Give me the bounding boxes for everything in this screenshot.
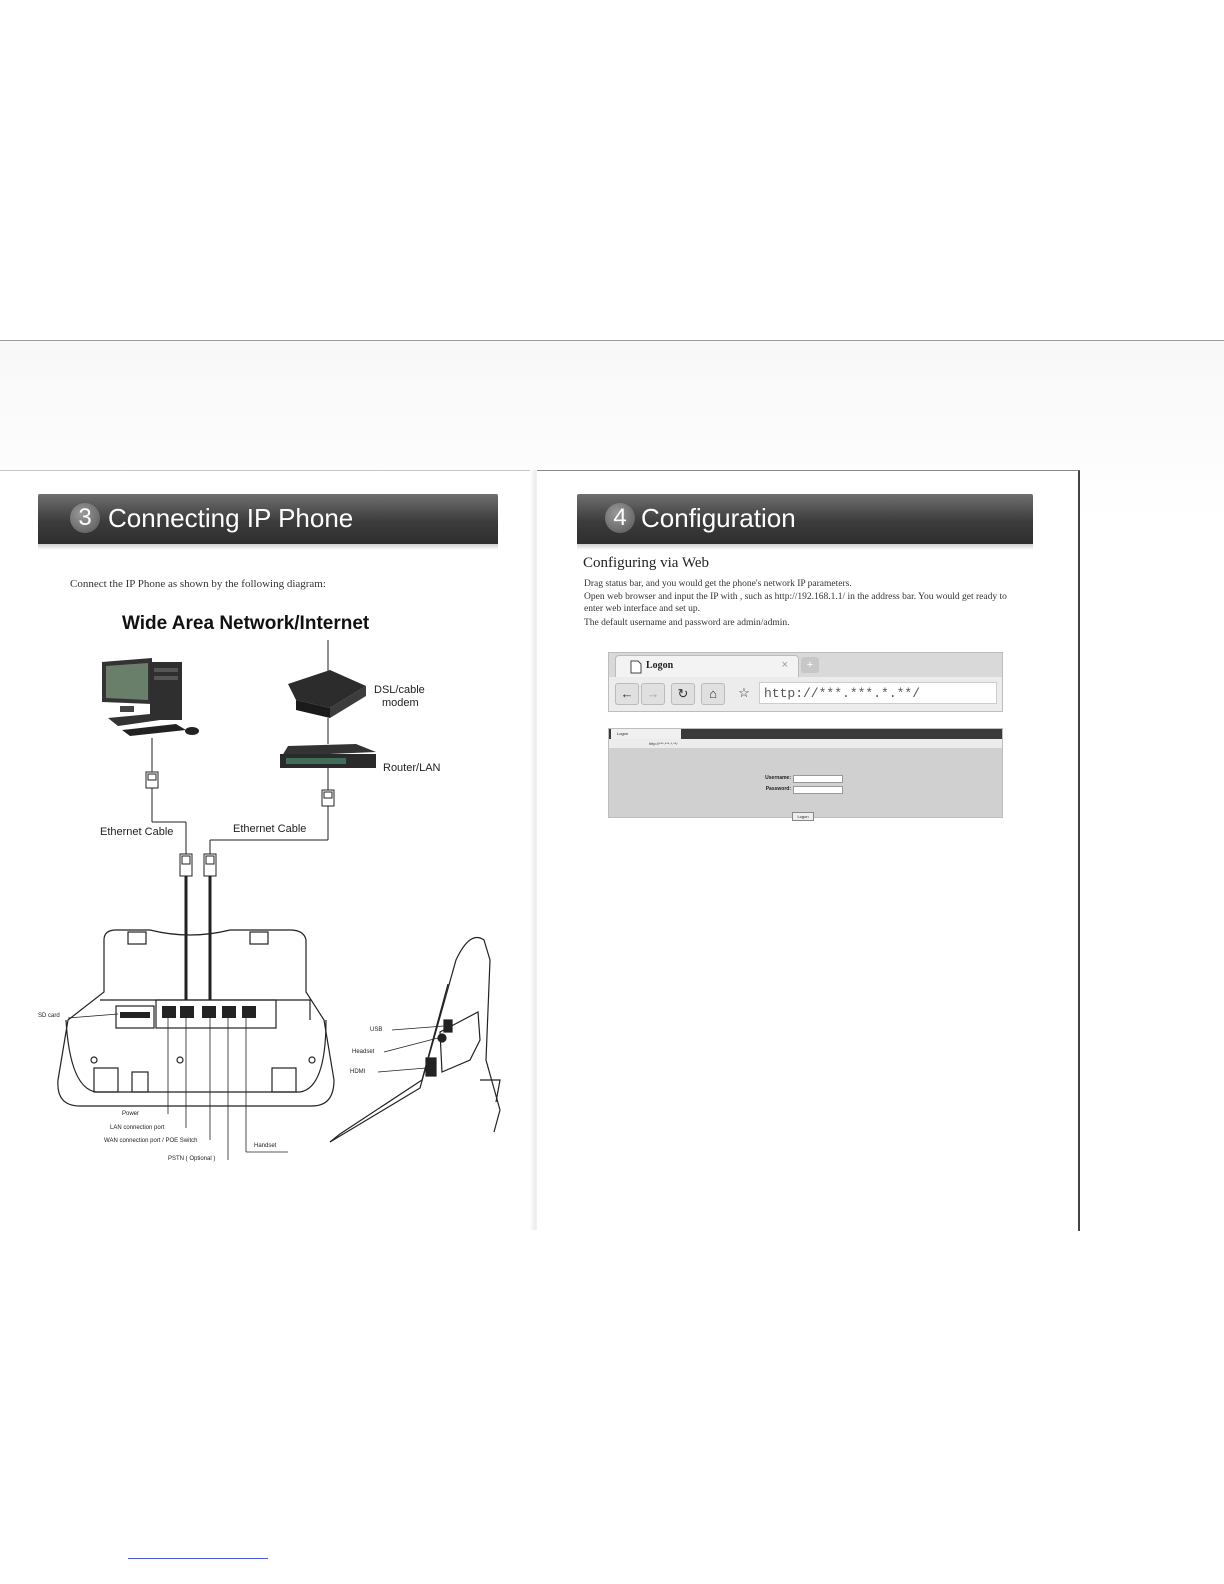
logon-button: Logon — [792, 812, 814, 821]
address-bar: http://***.***.*.**/ — [609, 739, 1002, 748]
new-tab-icon: + — [801, 657, 819, 673]
phone-ports — [120, 1006, 256, 1018]
section-title: Configuration — [641, 503, 796, 533]
page-icon — [630, 660, 642, 674]
modem-label-1: DSL/cable — [374, 684, 425, 696]
desktop-computer-icon — [102, 658, 199, 736]
star-icon: ☆ — [738, 685, 750, 700]
config-paragraph-1: Drag status bar, and you would get the phone's network IP parameters. — [584, 579, 852, 589]
username-field — [793, 775, 843, 783]
sd-card-label: SD card — [38, 1013, 60, 1019]
modem-label-2: modem — [382, 697, 419, 709]
close-icon: × — [781, 659, 788, 671]
browser-tab — [615, 655, 799, 678]
hdmi-label: HDMI — [350, 1069, 366, 1075]
pstn-label: PSTN ( Optional ) — [168, 1156, 216, 1162]
password-label: Password: — [765, 786, 791, 792]
ip-phone-side-view — [330, 938, 500, 1143]
browser-toolbar — [609, 677, 1002, 711]
power-label: Power — [122, 1111, 140, 1117]
config-paragraph-2: Open web browser and input the IP with , such as http://192.168.1.1/ in the address bar. You would get ready to enter web interface and set up. — [584, 592, 1007, 614]
usb-label: USB — [370, 1027, 383, 1033]
ethernet-cable-left-label: Ethernet Cable — [100, 826, 174, 838]
section-3-banner — [38, 494, 498, 544]
tab-title: Logon — [611, 729, 681, 739]
forward-arrow-icon: → — [641, 683, 665, 705]
back-arrow-icon: ← — [615, 683, 639, 705]
network-diagram — [0, 640, 532, 1200]
section-title: Connecting IP Phone — [108, 503, 354, 533]
dsl-modem-icon — [288, 670, 366, 718]
password-field — [793, 786, 843, 794]
configuration-subtitle: Configuring via Web — [583, 555, 709, 571]
headset-label: Headset — [352, 1049, 375, 1055]
router-label: Router/LAN — [383, 762, 441, 774]
browser-screenshot-small — [608, 728, 1003, 818]
section-number: 4 — [605, 503, 635, 533]
section-4-banner — [577, 494, 1033, 544]
reload-icon: ↻ — [671, 683, 695, 705]
spread-top-edge — [0, 340, 1224, 341]
address-bar: http://***.***.*.**/ — [759, 682, 997, 704]
ip-phone-back-view — [58, 930, 334, 1106]
logon-form — [609, 748, 1002, 817]
router-icon — [280, 744, 376, 768]
wan-port-label: WAN connection port / POE Switch — [104, 1138, 198, 1144]
config-paragraph-3: The default username and password are admin/admin. — [584, 618, 790, 628]
handset-label: Handset — [254, 1143, 277, 1149]
tab-title: Logon — [646, 660, 674, 671]
lan-port-label: LAN connection port — [110, 1125, 165, 1131]
section-number: 3 — [70, 503, 100, 533]
diagram-title: Wide Area Network/Internet — [122, 613, 370, 634]
home-icon: ⌂ — [701, 683, 725, 705]
username-label: Username: — [765, 775, 791, 781]
intro-text: Connect the IP Phone as shown by the following diagram: — [70, 578, 326, 590]
bottom-underline — [128, 1558, 268, 1559]
browser-screenshot-large — [608, 652, 1003, 712]
ethernet-cable-right-label: Ethernet Cable — [233, 823, 307, 835]
